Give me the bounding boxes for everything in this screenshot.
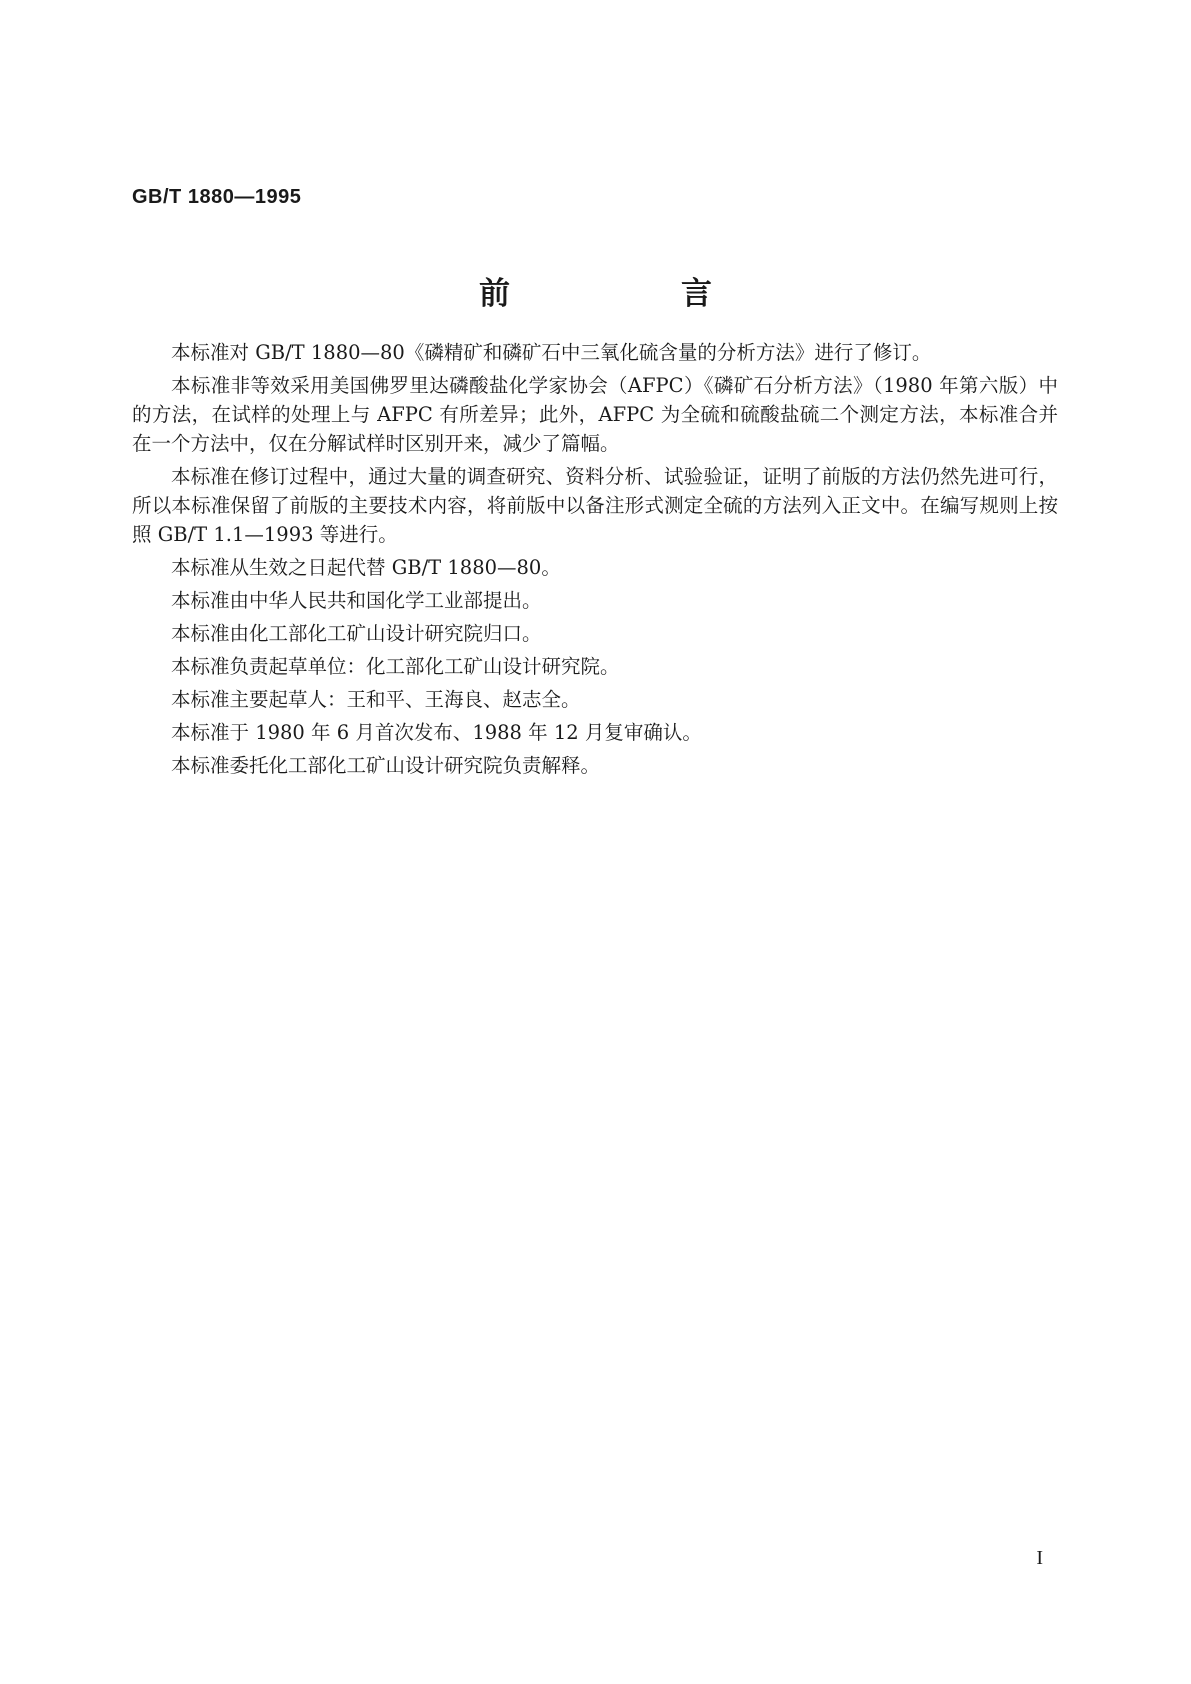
paragraph-proposer: 本标准由中华人民共和国化学工业部提出。	[171, 589, 542, 612]
paragraph-drafters: 本标准主要起草人：王和平、王海良、赵志全。	[171, 688, 581, 711]
page-title: 前 言	[479, 276, 782, 312]
paragraph-replacement: 本标准从生效之日起代替 GB/T 1880—80。	[171, 556, 561, 579]
standard-code: GB/T 1880—1995	[132, 186, 302, 208]
paragraph-interpretation: 本标准委托化工部化工矿山设计研究院负责解释。	[171, 754, 601, 777]
paragraph-adoption: 本标准非等效采用美国佛罗里达磷酸盐化学家协会（AFPC）《磷矿石分析方法》（1980 年第六版）中的方法，在试样的处理上与 AFPC 有所差异；此外，AFPC 为全硫和硫酸盐硫二个测定方法，本标准合并在一个方法中，仅在分解试样时区别开来，减少了篇幅。	[132, 374, 1058, 455]
paragraph-revision: 本标准对 GB/T 1880—80《磷精矿和磷矿石中三氧化硫含量的分析方法》进行了修订。	[171, 341, 932, 364]
foreword-body	[132, 338, 1058, 784]
paragraph-publication-history: 本标准于 1980 年 6 月首次发布、1988 年 12 月复审确认。	[171, 721, 702, 744]
paragraph-revision-process: 本标准在修订过程中，通过大量的调查研究、资料分析、试验验证，证明了前版的方法仍然先进可行，所以本标准保留了前版的主要技术内容，将前版中以备注形式测定全硫的方法列入正文中。在编写规则上按照 GB/T 1.1—1993 等进行。	[132, 465, 1058, 546]
paragraph-centralized-unit: 本标准由化工部化工矿山设计研究院归口。	[171, 622, 542, 645]
paragraph-drafting-unit: 本标准负责起草单位：化工部化工矿山设计研究院。	[171, 655, 620, 678]
page-number: I	[1036, 1547, 1043, 1569]
